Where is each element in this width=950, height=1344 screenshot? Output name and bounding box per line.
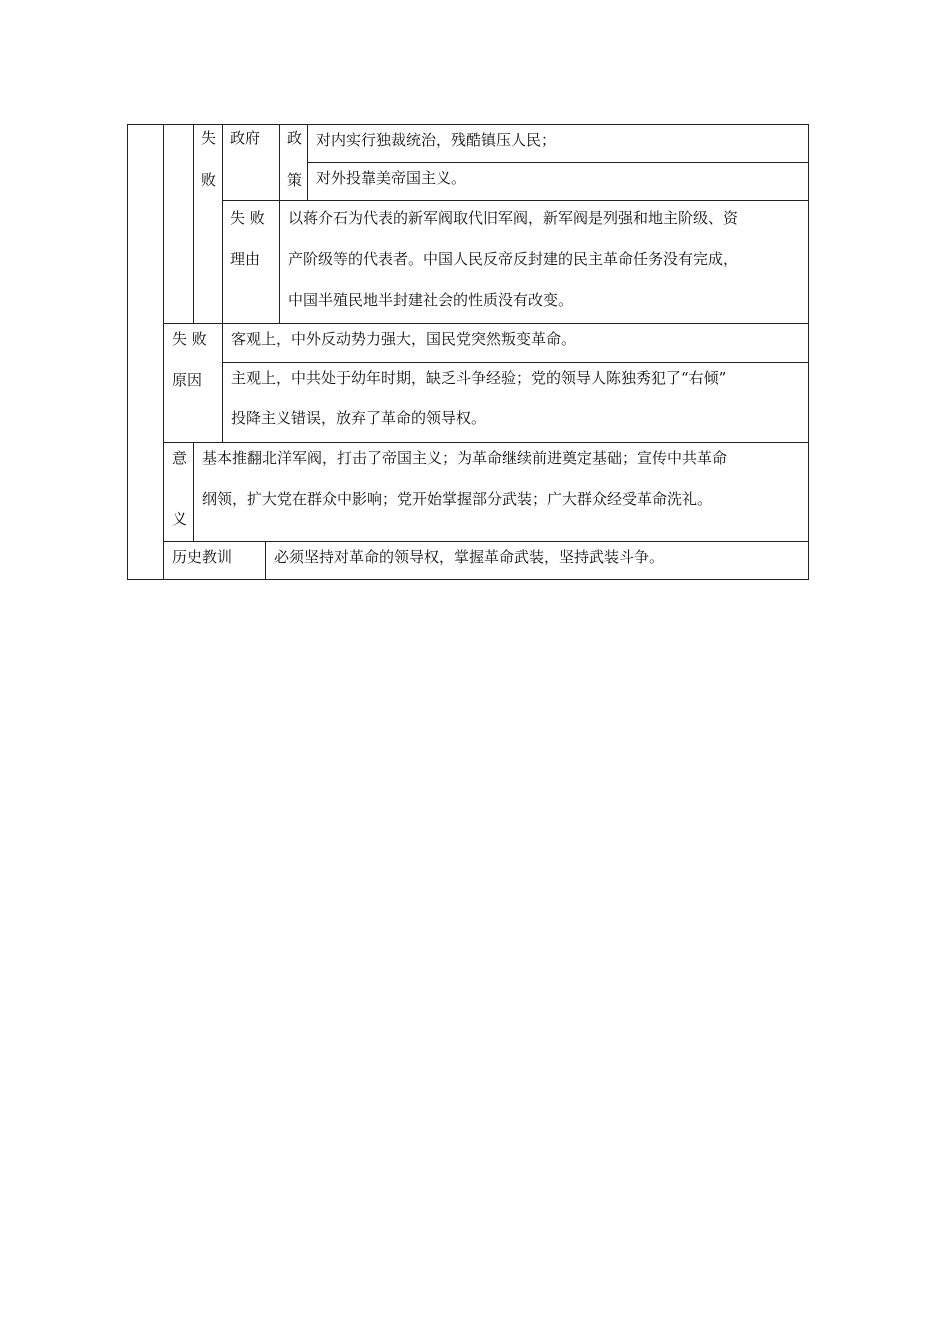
table-border-left [127, 124, 128, 580]
significance-label: 义 [172, 510, 188, 528]
row-divider [222, 200, 809, 201]
failure-reason-text: 产阶级等的代表者。中国人民反帝反封建的民主革命任务没有完成， [288, 250, 739, 268]
government-label: 政府 [230, 129, 261, 147]
table-border-top [127, 124, 809, 125]
column-divider [265, 541, 266, 580]
row-divider [307, 162, 809, 163]
column-divider [222, 124, 223, 442]
failure-reason-text: 中国半殖民地半封建社会的性质没有改变。 [288, 291, 574, 309]
column-divider [307, 124, 308, 201]
row-divider [163, 442, 809, 443]
policy-external-text: 对外投靠美帝国主义。 [316, 169, 467, 187]
column-divider [193, 124, 194, 324]
objective-cause-text: 客观上，中外反动势力强大，国民党突然叛变革命。 [231, 330, 577, 348]
column-divider [163, 124, 164, 580]
policy-label: 政 [287, 129, 303, 147]
significance-label: 意 [172, 449, 188, 467]
failure-reason-label: 理由 [230, 250, 261, 268]
failure-reason-text: 以蒋介石为代表的新军阀取代旧军阀，新军阀是列强和地主阶级、资 [288, 209, 739, 227]
significance-text: 基本推翻北洋军阀，打击了帝国主义；为革命继续前进奠定基础；宣传中共革命 [202, 449, 728, 467]
column-divider [279, 124, 280, 324]
failure-label: 败 [201, 171, 217, 189]
policy-internal-text: 对内实行独裁统治，残酷镇压人民； [316, 131, 557, 149]
row-divider [222, 362, 809, 363]
failure-reason-label: 失 败 [230, 209, 265, 227]
row-divider [163, 541, 809, 542]
column-divider [193, 442, 194, 542]
table-border-right [808, 124, 809, 580]
lesson-label: 历史教训 [172, 548, 233, 566]
failure-cause-label: 原因 [172, 371, 203, 389]
row-divider [163, 323, 809, 324]
failure-label: 失 [201, 129, 217, 147]
subjective-cause-text: 投降主义错误，放弃了革命的领导权。 [231, 409, 487, 427]
failure-cause-label: 失 败 [172, 330, 207, 348]
lesson-text: 必须坚持对革命的领导权，掌握革命武装，坚持武装斗争。 [274, 548, 665, 566]
significance-text: 纲领，扩大党在群众中影响；党开始掌握部分武装；广大群众经受革命洗礼。 [202, 490, 713, 508]
subjective-cause-text: 主观上，中共处于幼年时期，缺乏斗争经验；党的领导人陈独秀犯了“右倾” [231, 369, 727, 387]
table-border-bottom [127, 579, 809, 580]
policy-label: 策 [287, 171, 303, 189]
